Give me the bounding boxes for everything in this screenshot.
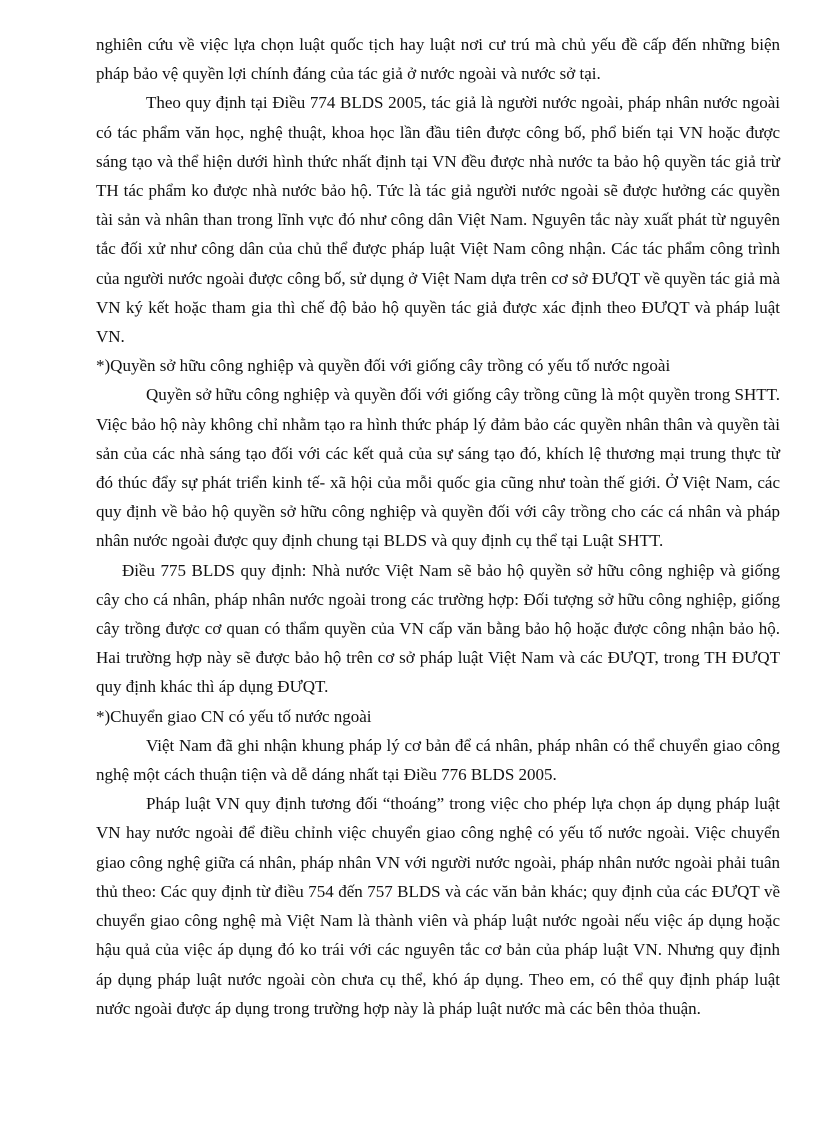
- section-heading-technology-transfer: *)Chuyển giao CN có yếu tố nước ngoài: [96, 706, 372, 726]
- document-page: [96, 30, 780, 1023]
- paragraph-applicable-law: Pháp luật VN quy định tương đối “thoáng” trong việc cho phép lựa chọn áp dụng pháp luật VN hay nước ngoài để điều chỉnh việc chuyển giao công nghệ có yếu tố nước ngoài. Việc chuyển giao công nghệ giữa cá nhân, pháp nhân VN với người nước ngoài, pháp nhân nước ngoài phải tuân thủ theo: Các quy định từ điều 754 đến 757 BLDS và các văn bản khác; quy định của các ĐƯQT về chuyển giao công nghệ mà Việt Nam là thành viên và pháp luật nước ngoài nếu việc áp dụng hoặc hậu quả của việc áp dụng đó ko trái với các nguyên tắc cơ bản của pháp luật VN. Nhưng quy định áp dụng pháp luật nước ngoài còn chưa cụ thể, khó áp dụng. Theo em, có thể quy định pháp luật nước ngoài được áp dụng trong trường hợp này là pháp luật nước mà các bên thỏa thuận.: [96, 794, 780, 1018]
- paragraph-copyright-article-774: Theo quy định tại Điều 774 BLDS 2005, tác giả là người nước ngoài, pháp nhân nước ngoài có tác phẩm văn học, nghệ thuật, khoa học lần đầu tiên được công bố, phổ biến tại VN hoặc được sáng tạo và thể hiện dưới hình thức nhất định tại VN đều được nhà nước ta bảo hộ quyền tác giả trừ TH tác phẩm ko được nhà nước bảo hộ. Tức là tác giả người nước ngoài sẽ được hưởng các quyền tài sản và nhân than trong lĩnh vực đó như công dân Việt Nam. Nguyên tắc này xuất phát từ nguyên tắc đối xử như công dân của chủ thể được pháp luật Việt Nam công nhận. Các tác phẩm công trình của người nước ngoài được công bố, sử dụng ở Việt Nam dựa trên cơ sở ĐƯQT về quyền tác giả mà VN ký kết hoặc tham gia thì chế độ bảo hộ quyền tác giả được xác định theo ĐƯQT và pháp luật VN.: [96, 93, 780, 347]
- paragraph-article-775: Điều 775 BLDS quy định: Nhà nước Việt Nam sẽ bảo hộ quyền sở hữu công nghiệp và giống cây cho cá nhân, pháp nhân nước ngoài trong các trường hợp: Đối tượng sở hữu công nghiệp, giống cây trồng được cơ quan có thẩm quyền của VN cấp văn bằng bảo hộ hoặc được công nhận bảo hộ. Hai trường hợp này sẽ được bảo hộ trên cơ sở pháp luật Việt Nam và các ĐƯQT, trong TH ĐƯQT quy định khác thì áp dụng ĐƯQT.: [96, 560, 780, 697]
- section-heading-industrial-property: *)Quyền sở hữu công nghiệp và quyền đối với giống cây trồng có yếu tố nước ngoài: [96, 356, 671, 376]
- paragraph-industrial-property: Quyền sở hữu công nghiệp và quyền đối với giống cây trồng cũng là một quyền trong SHTT. Việc bảo hộ này không chỉ nhằm tạo ra hình thức pháp lý đảm bảo các quyền nhân thân và quyền tài sản của các nhà sáng tạo đối với các kết quả của sự sáng tạo đó, khích lệ thương mại trung thực từ đó thúc đẩy sự phát triển kinh tế- xã hội của mỗi quốc gia cũng như toàn thế giới. Ở Việt Nam, các quy định về bảo hộ quyền sở hữu công nghiệp và quyền đối với cây trồng cho các cá nhân và pháp nhân nước ngoài được quy định chung tại BLDS và quy định cụ thể tại Luật SHTT.: [96, 385, 780, 551]
- paragraph-article-776: Việt Nam đã ghi nhận khung pháp lý cơ bản để cá nhân, pháp nhân có thể chuyển giao công nghệ một cách thuận tiện và dễ dáng nhất tại Điều 776 BLDS 2005.: [96, 735, 780, 785]
- paragraph-continuation: nghiên cứu về việc lựa chọn luật quốc tịch hay luật nơi cư trú mà chủ yếu đề cấp đến những biện pháp bảo vệ quyền lợi chính đáng của tác giả ở nước ngoài và nước sở tại.: [96, 35, 780, 84]
